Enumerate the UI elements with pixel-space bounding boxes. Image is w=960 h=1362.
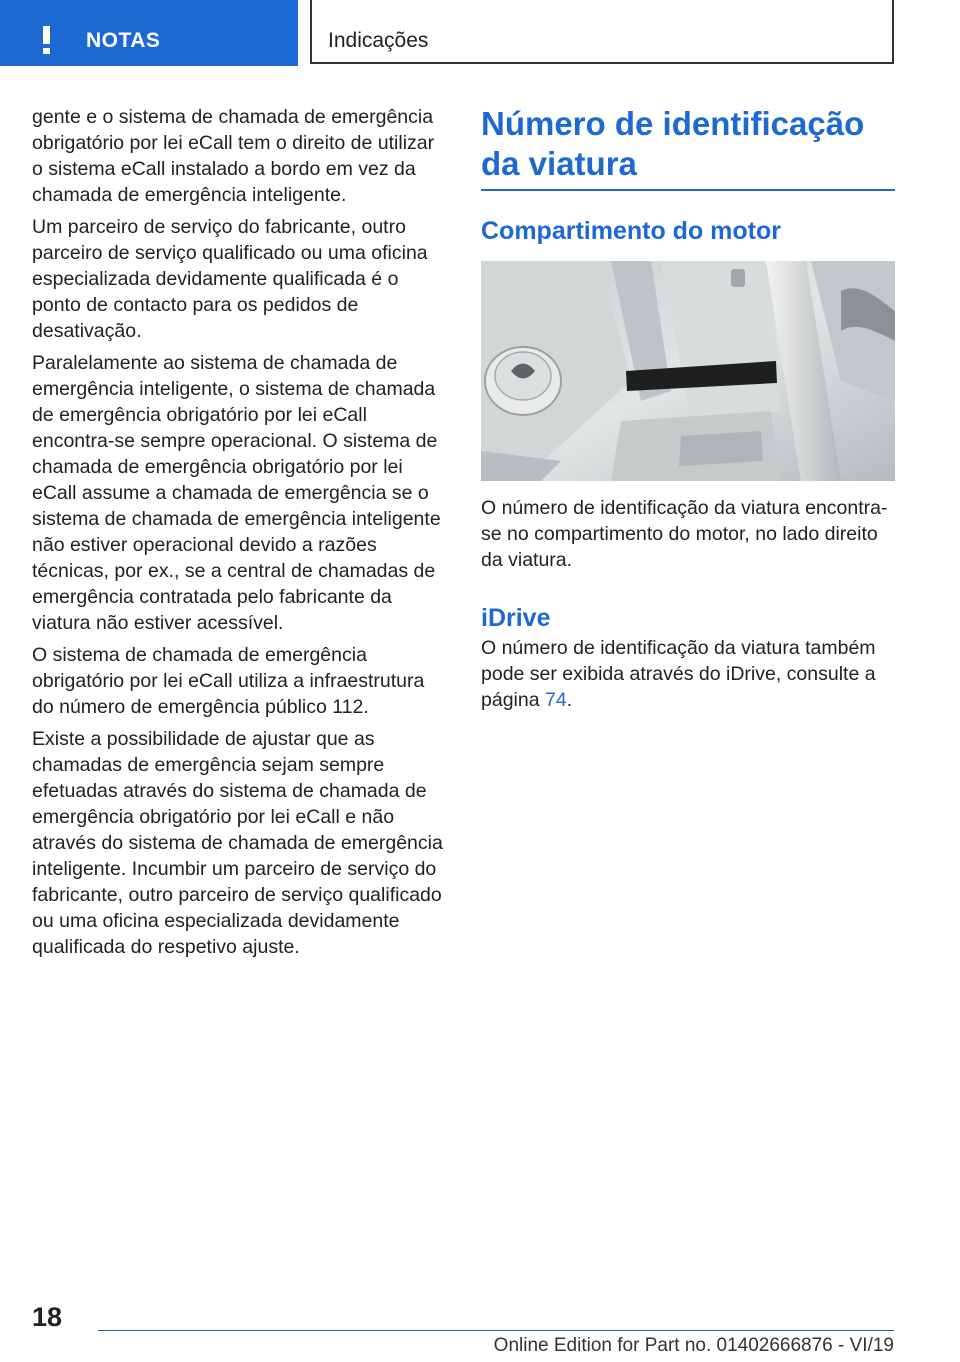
paragraph: gente e o sistema de chamada de emergência obrigatório por lei eCall tem o direito de utilizar o sistema eCall instalado a bordo em vez da chamada de emergência inteligente.	[32, 106, 435, 206]
edition-text: Online Edition for Part no. 01402666876 - VI/19	[493, 1335, 894, 1356]
footer-rule	[98, 1330, 894, 1331]
page-number: 18	[32, 1302, 63, 1332]
engine-compartment-image	[481, 261, 895, 481]
exclamation-icon	[43, 26, 50, 54]
paragraph: Existe a possibilidade de ajustar que as chamadas de emergência sejam sempre efetuadas através do sistema de chamada de emergência obrigatório por lei eCall e não através do sistema de chamada de emergência inteligente. Incumbir um parceiro de serviço do fabricante, outro parceiro de serviço qualificado ou uma oficina especializada devidamente qualificada do respetivo ajuste.	[32, 728, 443, 958]
idrive-text-end: .	[566, 689, 573, 711]
vin-heading: Número de identificação da viatura	[481, 105, 865, 182]
page-link[interactable]: 74	[544, 689, 567, 711]
engine-compartment-text: O número de identificação da viatura encontra-se no compartimento do motor, no lado direito da viatura.	[481, 497, 888, 571]
section-label: Indicações	[328, 29, 429, 52]
section-header	[310, 0, 894, 64]
paragraph: O sistema de chamada de emergência obrigatório por lei eCall utiliza a infraestrutura do número de emergência público 112.	[32, 644, 425, 718]
notes-tab[interactable]	[0, 0, 298, 66]
paragraph: Um parceiro de serviço do fabricante, outro parceiro de serviço qualificado ou uma oficina especializada devidamente qualificada é o ponto de contacto para os pedidos de desativação.	[32, 216, 428, 342]
left-column	[32, 104, 450, 966]
idrive-text	[481, 635, 895, 713]
right-column	[481, 104, 895, 713]
idrive-text-main: O número de identificação da viatura também pode ser exibida através do iDrive, consulte a página	[481, 637, 876, 711]
idrive-heading: iDrive	[481, 604, 551, 632]
notes-tab-label: NOTAS	[86, 29, 161, 52]
engine-compartment-heading: Compartimento do motor	[481, 217, 781, 245]
paragraph: Paralelamente ao sistema de chamada de emergência inteligente, o sistema de chamada de emergência obrigatório por lei eCall encontra-se sempre operacional. O sistema de chamada de emergência obrigatório por lei eCall assume a chamada de emergência se o sistema de chamada de emergência inteligente não estiver operacional devido a razões técnicas, por ex., se a central de chamadas de emergência contratada pelo fabricante da viatura não estiver acessível.	[32, 352, 441, 634]
heading-rule	[481, 189, 895, 191]
